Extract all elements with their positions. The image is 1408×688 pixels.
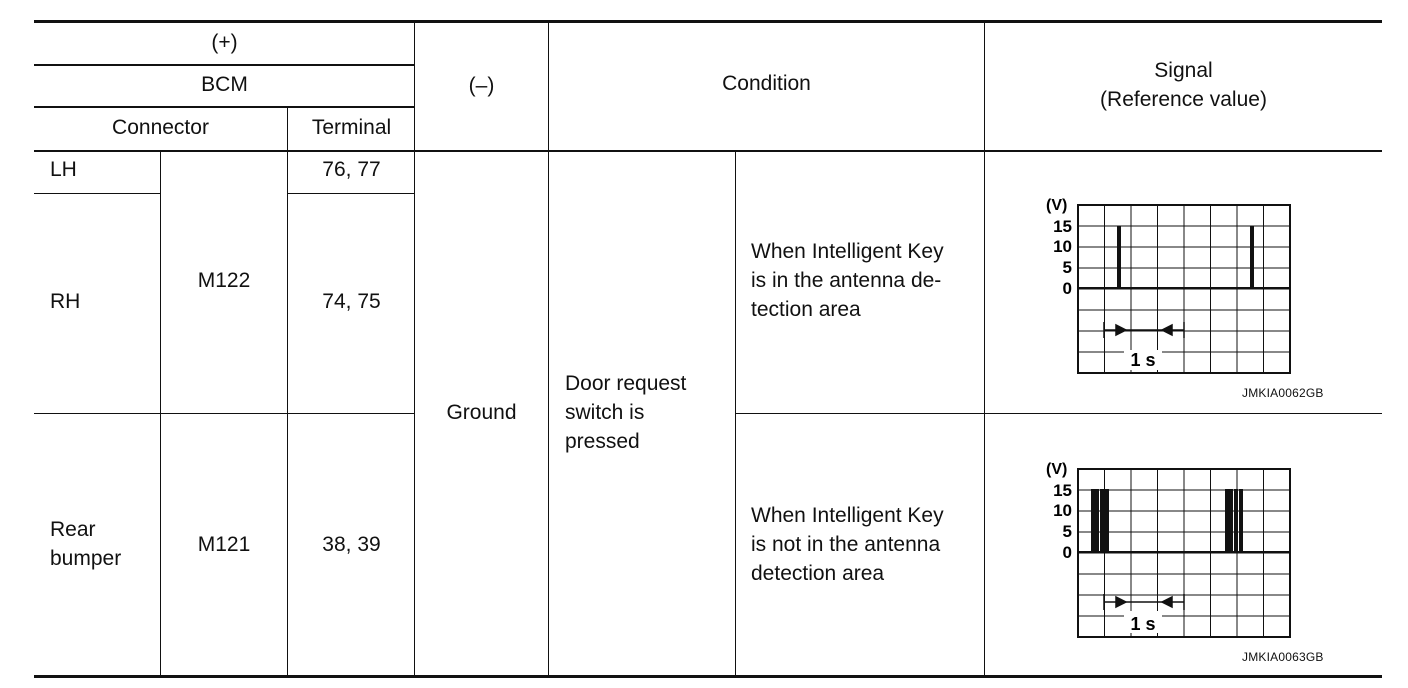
vrule-connector-split <box>160 151 161 676</box>
y-tick-0: 0 <box>1062 279 1072 298</box>
y-tick-5: 5 <box>1062 258 1072 277</box>
waveform-not-in-area <box>1040 456 1300 641</box>
time-scale-marker <box>1104 594 1184 610</box>
condition-main-line3: pressed <box>565 430 640 453</box>
rule-between-rows-right <box>735 413 1382 414</box>
subcondition-not-in-area-line2: is not in the antenna <box>751 533 941 556</box>
header-terminal: Terminal <box>311 116 392 139</box>
time-scale-marker <box>1104 322 1184 338</box>
rule-under-bcm <box>34 106 415 108</box>
table-bottom-rule <box>34 675 1382 678</box>
vrule-terminal <box>287 107 288 676</box>
table-top-rule <box>34 20 1382 23</box>
subcondition-in-area-line3: tection area <box>751 298 861 321</box>
rule-under-lh-terminal <box>288 193 415 194</box>
header-reference-value: (Reference value) <box>1100 88 1267 111</box>
location-rear-bumper-line2: bumper <box>50 547 122 570</box>
y-tick-10: 10 <box>1053 501 1072 520</box>
time-scale-label: 1 s <box>1130 350 1156 370</box>
terminal-rh: 74, 75 <box>322 290 381 313</box>
connector-m122: M122 <box>197 269 251 292</box>
rule-between-rows-left <box>34 413 415 414</box>
header-connector: Connector <box>112 116 209 139</box>
terminal-lh: 76, 77 <box>322 158 381 181</box>
y-tick-10: 10 <box>1053 237 1072 256</box>
subcondition-in-area-line1: When Intelligent Key <box>751 240 944 263</box>
terminal-rear-bumper: 38, 39 <box>322 533 381 556</box>
figure-code-1: JMKIA0062GB <box>1242 386 1324 400</box>
location-rh: RH <box>50 290 81 313</box>
y-tick-15: 15 <box>1053 481 1072 500</box>
rule-under-plus <box>34 64 415 66</box>
ground-label: Ground <box>446 401 517 424</box>
header-bottom-rule <box>34 150 1382 152</box>
subcondition-not-in-area-line1: When Intelligent Key <box>751 504 944 527</box>
vrule-signal <box>984 21 985 676</box>
vrule-condition <box>548 21 549 676</box>
header-minus: (–) <box>468 74 495 97</box>
y-tick-5: 5 <box>1062 522 1072 541</box>
figure-code-2: JMKIA0063GB <box>1242 650 1324 664</box>
y-unit-label: (V) <box>1046 461 1068 478</box>
connector-m121: M121 <box>197 533 251 556</box>
header-bcm: BCM <box>201 73 248 96</box>
y-tick-0: 0 <box>1062 543 1072 562</box>
y-unit-label: (V) <box>1046 197 1068 214</box>
header-signal: Signal <box>1154 59 1213 82</box>
time-scale-label: 1 s <box>1130 614 1156 634</box>
location-rear-bumper-line1: Rear <box>50 518 96 541</box>
condition-main-line2: switch is <box>565 401 645 424</box>
rule-under-lh <box>34 193 161 194</box>
vrule-subcondition <box>735 151 736 676</box>
location-lh: LH <box>50 158 77 181</box>
waveform-in-area <box>1040 192 1300 377</box>
condition-main-line1: Door request <box>565 372 687 395</box>
subcondition-not-in-area-line3: detection area <box>751 562 885 585</box>
subcondition-in-area-line2: is in the antenna de- <box>751 269 942 292</box>
y-tick-15: 15 <box>1053 217 1072 236</box>
header-plus: (+) <box>211 31 238 54</box>
header-condition: Condition <box>722 72 811 95</box>
